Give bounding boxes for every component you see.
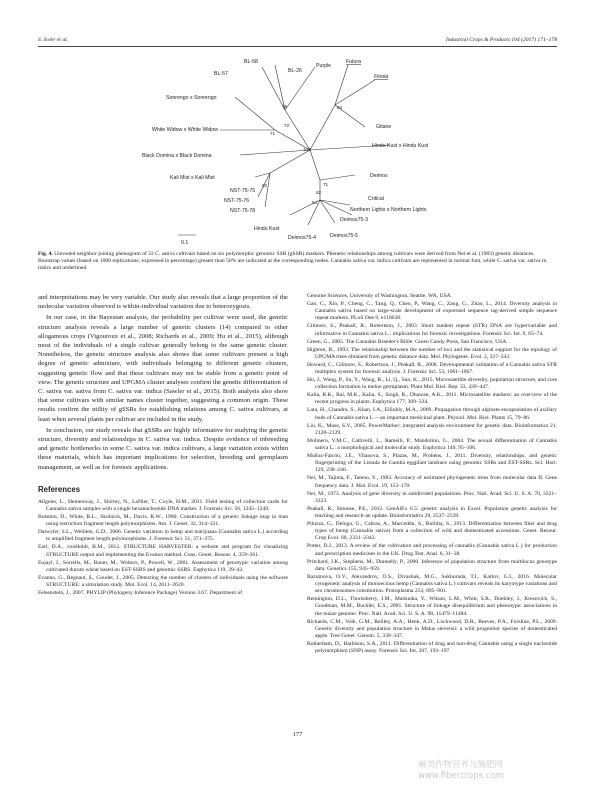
reference-entry: Eujayl, I., Sorrells, M., Baum, M., Wolters, P., Powell, W., 2001. Assessment of genotypic variation among cultivated durum wheat based on EST-SSRS and genomic SSRS. Euphytica 119, 39–43. [38, 559, 288, 573]
leaf-label: NST-75-76 [224, 198, 250, 204]
leaf-label: Deimos75-3 [340, 217, 368, 223]
page-number: 177 [292, 731, 303, 738]
bootstrap-value: 94 [337, 105, 343, 110]
reference-entry: Peakall, R., Smouse, P.E., 2012. GenAlEx 6.5: genetic analysis in Excel. Population genetic analysis for teaching and research-an update. Bioinformatics 28, 2537–2539. [307, 505, 557, 520]
branch [235, 97, 275, 130]
reference-entry: Remington, D.L., Thornsberry, J.M., Matsuoka, Y., Wilson, L.M., Whitt, S.R., Doebley, J., Kresovich, S., Goodman, M.M., Buckler, E.S., 2001. Structure of linkage disequilibrium and phenotypic associations in the maize genome. Proc. Natl. Acad. Sci. U. S. A. 98, 11479–11484. [307, 596, 557, 617]
reference-entry: Liu, K., Muse, S.V., 2005. PowerMarker: integrated analysis environment for genetic data. Bioinformatics 21, 2128–2129. [307, 422, 557, 436]
reference-entry: Green, G., 2005. The Cannabis Breeder's Bible. Green Candy Press, San Francisco, USA. [307, 338, 508, 345]
body-paragraph: and interpretations may be very variable. Our study also reveals that a large proportion of the molecular variation observed is within-individual variation due to heterozygosis. [38, 294, 288, 311]
leaf-label: Kali Mist x Kali Mist [170, 175, 215, 181]
leaf-label: Hindu Kust x Hindu Kust [372, 143, 429, 149]
reference-entry: Kalia, R.K., Rai, M.K., Kalia, S., Singh, R., Dhawan, A.K., 2011. Microsatellite markers: an overview of the recent progress in plants. Euphytica 177, 309–334. [307, 392, 557, 406]
branch [335, 65, 348, 105]
references-heading: References [38, 484, 81, 494]
reference-entry: Richards, C.M., Volk, G.M., Reilley, A.A., Henk, A.D., Lockwood, D.R., Reeves, P.A., Forsline, P.L., 2009. Genetic diversity and population structure in Malus sieversii: a wild progenitor species of domesticated apple. Tree Genet. Genom. 5, 339–347. [307, 618, 557, 640]
bootstrap-value: 92 [262, 183, 268, 188]
reference-entry: Genome Sciences, University of Washington, Seattle, WA, USA. [307, 293, 453, 299]
branch [270, 150, 310, 173]
leaf-label: Northern Lights x Northern Lights [350, 207, 427, 213]
leaf-label: Deimos [370, 173, 388, 179]
reference-entry: Razumova, O.V., Alexandrov, O.S., Divashuk, M.G., Sukhorada, T.I., Karlov, G.I., 2016. Molecular cytogenetic analysis of monoecious hemp (Cannabis sativa L.) cultivars reveals its karyotype variations and sex chromosomes constitution. Protoplasma 253, 895–901. [307, 573, 557, 595]
running-header-authors: S. Soler et al. [38, 37, 68, 43]
branch [320, 200, 350, 205]
reference-entry: Felsenstein, J., 2007. PHYLIP (Phylogeny Inference Package) Version 3.67. Department of [38, 590, 243, 597]
phenogram-figure [140, 55, 440, 250]
reference-entry: Nei, M., Tajima, F., Tateno, Y., 1983. Accuracy of estimated phylogenetic trees from molecular data II. Gene frequency data. J. Mol. Evol. 19, 153–170. [307, 475, 557, 489]
leaf-label: Deimos75-4 [288, 235, 316, 241]
reference-entry: Pritchard, J.K., Stephens, M., Donnelly, P., 2000. Inference of population structure from multilocus genotype data. Genetics 155, 945–959. [307, 558, 557, 572]
branch [310, 150, 320, 180]
leaf-label: Gitane [376, 124, 392, 130]
reference-entry: Molinero, V.M.C., Cattivelli, L., Ramelli, P., Mandolino, G., 2004. The sexual differentiation of Cannabis sativa L.: a morphological and molecular study. Euphytica 140, 95–106. [307, 437, 557, 452]
leaf-label: Deimos75-5 [330, 233, 358, 239]
reference-entry: Piluzza, G., Delogu, G., Cabras, A., Marceddu, S., Bullitta, S., 2013. Differentiation between fiber and drug types of hemp (Cannabis sativa) from a collection of wild and domesticated accessions. Genet. Resour. Crop Evol. 60, 2331–2342. [307, 521, 557, 542]
caption-label: Fig. 4. [38, 251, 53, 257]
reference-entry: Allgeier, L., Hemenway, J., Shirley, N., LaNier, T., Coyle, H.M., 2011. Field testing of collection cards for Cannabis sativa samples with a single hexanucleotide DNA marker. J. Forensic Sci. 56, 1245–1249. [38, 498, 288, 513]
leaf-label: Critical [368, 196, 384, 202]
bootstrap-value: 71 [270, 131, 276, 136]
branch [310, 105, 335, 150]
header-rule [38, 46, 557, 47]
tree-labels [142, 59, 429, 241]
reference-entry: Hu, J., Wang, P., Su, Y., Wang, R., Li, Q., Sun, K., 2015. Microsatellite diversity, population structure, and core collection formation in melon germplasm. Plant Mol. Biol. Rep. 33, 439–447. [307, 377, 557, 391]
reference-entry: Datwyler, S.L., Weiblen, G.D., 2006. Genetic variation in hemp and marijuana (Cannabis sativa L.) according to amplified fragment length polymorphisms. J. Forensic Sci. 51, 371–375. [38, 529, 288, 543]
bootstrap-value: 76 [282, 104, 288, 109]
reference-entry: Earl, D.A., vonHoldt, B.M., 2012. STRUCTURE HARVESTER: a website and program for visualizing STRUCTURE output and implementing the Evanno method. Cons. Genet. Resour. 4, 359–361. [38, 544, 288, 558]
branch [335, 80, 375, 105]
scale-bar [178, 235, 196, 246]
leaf-label: BL-57 [214, 71, 228, 77]
reference-entry: Rotherham, D., Harbison, S.A., 2011. Differentiation of drug and non-drug Cannabis using a single nucleotide polymorphism (SNP) assay. Forensic Sci. Int. 207, 193–197. [307, 641, 557, 655]
bootstrap-value: 62 [316, 190, 322, 195]
watermark-url: www.fibercrops.com [418, 771, 504, 781]
bootstrap-value: 71 [323, 182, 329, 187]
bootstrap-value: 54 [312, 200, 318, 205]
branch [320, 175, 355, 180]
reference-list-left [38, 499, 288, 597]
body-paragraph: In our case, in the Bayesian analysis, the probability per cultivar were used, the genetic structure analysis reveals a large number of genetic clusters (14) compared to other allogamous crops (Vigouroux et al., 2008; Richards et al., 2009; Hu et al., 2015), although most of the individuals of a single cultivar generally belong to the same genetic cluster. Nonetheless, the genetic structure analysis also shows that some cultivars present a high degree of genetic admixture, with individuals belonging to different genetic clusters, suggesting genetic flow and that these cultivars may not be stable from a genetic point of view. The genetic structure and UPGMA cluster analyses confirm the genetic differentiation of C. sativa var. sativa from C. sativa var. indica (Sawler et al., 2015). Both analysis also show that some cultivars with similar names cluster together, suggesting a common origin. These results confirm the utility of gSSRs for establishing relations among C. sativa cultivars, at least when several plants per cultivar are included in the study. [38, 314, 288, 423]
leaf-label: Finola [374, 74, 389, 80]
left-column [38, 293, 288, 598]
scale-bar-label: 0.1 [181, 240, 189, 246]
reference-entry: Evanno, G., Regnaut, S., Goudet, J., 2005. Detecting the number of clusters of individuals using the software STRUCTURE: a simulation study. Mol. Ecol. 14, 2611–2620. [38, 574, 288, 589]
leaf-label: White Widow x White Widow [152, 127, 219, 133]
bootstrap-value: 100 [303, 147, 311, 152]
reference-entry: Highton, R., 1993. The relationship between the number of loci and the statistical support for the topology of UPGMA trees obtained from genetic distance data. Mol. Phylogenet. Evol. 2, 337–343. [307, 346, 557, 360]
reference-entry: Lata, H., Chandra, S., Khan, I.A., ElSohly, M.A., 2009. Propagation through alginate encapsulation of axillary buds of Cannabis sativa L.—an important medicinal plant. Physiol. Mol. Biol. Plants 15, 79–86. [307, 407, 557, 421]
reference-list-right [307, 293, 557, 655]
leaf-label: NST-75-75 [230, 188, 256, 194]
right-column [307, 293, 557, 656]
running-header-journal: Industrial Crops & Products 104 (2017) 171–178 [445, 37, 557, 43]
bootstrap-value: 72 [284, 123, 290, 128]
leaf-label: Purple [316, 63, 331, 69]
leaf-label: BL-26 [288, 68, 302, 74]
watermark [418, 760, 504, 782]
leaf-label: Sonrengo x Sonrengo [166, 95, 217, 101]
watermark-cn: 麻类作物营养与施肥网 [418, 760, 504, 770]
reference-entry: Nei, M., 1973. Analysis of gene diversity in subdivided populations. Proc. Natl. Acad. Sci. U. S. A. 70, 3321–3323. [307, 490, 557, 504]
leaf-label: Black Domina x Black Domina [142, 153, 212, 159]
reference-entry: Potter, D.J., 2013. A review of the cultivation and processing of cannabis (Cannabis sativa L.) for production and prescription medicines in the UK. Drug Test. Anal. 6, 31–38. [307, 543, 557, 557]
leaf-label: Hindu Kust [254, 226, 280, 232]
body-paragraph: In conclusion, our study reveals that gSSRs are highly informative for studying the genetic structure, diversity and relationships in C. sativa var. indica. Despite evidence of inbreeding and genetic bottlenecks in some C. sativa var. indica cultivars, a large variation exists within these materials, which has important implications for selection, breeding and germplasm management, as well as for forensic applications. [38, 426, 288, 471]
branch [255, 173, 270, 177]
leaf-label: Futura [346, 59, 361, 65]
reference-entry: Botstein, D., White, R.L., Skolnick, M., Davis, R.W., 1980. Construction of a genetic linkage map in man using restriction fragment length polymorphisms. Am. J. Genet. 32, 314–331. [38, 514, 288, 528]
leaf-label: NST-75-78 [230, 208, 256, 214]
reference-entry: Gilmore, S., Peakall, R., Robertson, J., 2003. Short tandem repeat (STR) DNA are hypervariable and informative in Cannabis sativa L.: implications for forensic investigations. Forensic Sci. Int. 9, 65–74. [307, 323, 557, 337]
leaf-label: BL-58 [244, 59, 258, 65]
figure-caption [38, 251, 557, 272]
caption-text: Unrooted neighbor-joining phenogram of 22 C. sativa cultivars based on six polymorphic genomic SSR (gSSR) markers. Phenetic relationships among cultivars were derived from Nei et al. (1983) genetic distances. Bootstrap values (based on 1000 replications; expressed in percentage) greater than 50% are indicated at the corresponding nodes. Cannabis sativa var. indica cultivars are represented in normal font, while C. sativa var. sativa in italics and underlined. [38, 251, 547, 271]
branch [285, 110, 310, 150]
reference-entry: Gao, C., Xin, P., Cheng, C., Tang, Q., Chen, P., Wang, C., Zang, G., Zhao, L., 2014. Diversity analysis in Cannabis sativa based on large-scale development of expressed sequence tag-derived simple sequence repeat markers. PLoS One 9, e110638. [307, 301, 557, 322]
reference-entry: Muñoz-Falcón, J.E., Vilanova, S., Plazas, M., Prohens, J., 2011. Diversity, relationships, and genetic fingerprinting of the Listada de Gandía eggplant landrace using genomic SSRs and EST-SSRs. Sci. Hort. 129, 238–246. [307, 453, 557, 474]
branch [240, 150, 310, 155]
reference-entry: Howard, C., Gilmore, S., Robertson, J., Peakall, R., 2008. Developmental validation of a Cannabis sativa STR multiplex system for forensic analysis. J. Forensic Sci. 53, 1061–1067. [307, 361, 557, 376]
